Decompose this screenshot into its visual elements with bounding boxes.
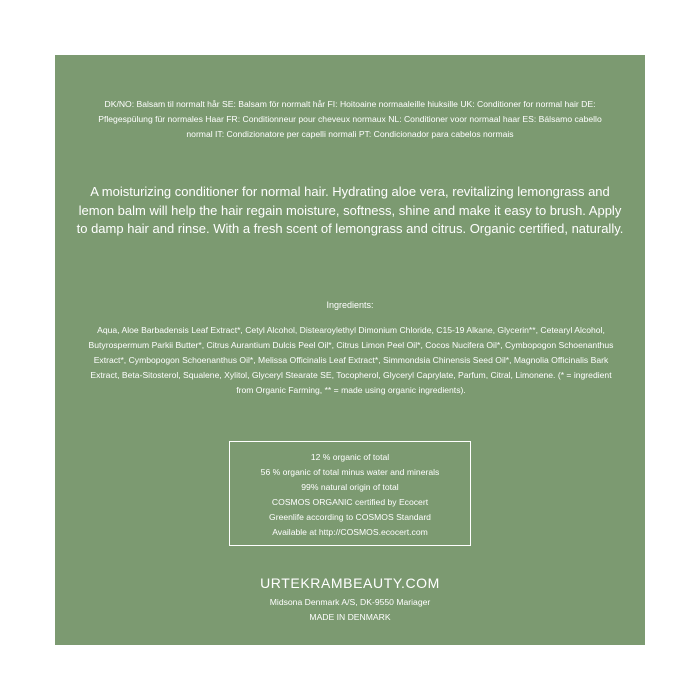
product-label-panel [55, 55, 645, 645]
certification-box [229, 441, 471, 546]
brand-website: URTEKRAMBEAUTY.COM [260, 575, 440, 591]
certification-line: 99% natural origin of total [301, 482, 399, 492]
ingredients-heading: Ingredients: [326, 300, 374, 310]
country-of-origin: MADE IN DENMARK [309, 612, 391, 622]
certification-line: Available at http://COSMOS.ecocert.com [272, 527, 428, 537]
company-address: Midsona Denmark A/S, DK-9550 Mariager [269, 597, 431, 607]
certification-line: COSMOS ORGANIC certified by Ecocert [271, 497, 429, 507]
ingredients-list: Aqua, Aloe Barbadensis Leaf Extract*, Cetyl Alcohol, Distearoylethyl Dimonium Chloride, C15-19 Alkane, Glycerin**, Cetearyl Alcohol, Butyrospermum Parkii Butter*, Citrus Aurantium Dulcis Peel Oil*, Citrus Limon Peel Oil*, Cocos Nucifera Oil*, Cymbopogon Schoenanthus Extract*, Cymbopogon Schoenanthus Oil*, Melissa Officinalis Leaf Extract*, Simmondsia Chinensis Seed Oil*, Magnolia Officinalis Bark Extract, Beta-Sitosterol, Squalene, Xylitol, Glyceryl Stearate SE, Tocopherol, Glyceryl Caprylate, Parfum, Citral, Limonene. (* = ingredient from Organic Farming, ** = made using organic ingredients). [88, 325, 614, 395]
multilingual-product-name: DK/NO: Balsam til normalt hår SE: Balsam för normalt hår FI: Hoitoaine normaaleille hiuksille UK: Conditioner for normal hair DE: Pflegespülung für normales Haar FR: Conditionneur pour cheveux normaux NL: Conditioner voor normaal haar ES: Bálsamo cabello normal IT: Condizionatore per capelli normali PT: Condicionador para cabelos normais [98, 99, 602, 139]
certification-line: Greenlife according to COSMOS Standard [269, 512, 431, 522]
product-description: A moisturizing conditioner for normal hair. Hydrating aloe vera, revitalizing lemongrass and lemon balm will help the hair regain moisture, softness, shine and make it easy to brush. Apply to damp hair and rinse. With a fresh scent of lemongrass and citrus. Organic certified, naturally. [76, 184, 624, 236]
certification-line: 56 % organic of total minus water and minerals [260, 467, 440, 477]
certification-line: 12 % organic of total [310, 452, 390, 462]
